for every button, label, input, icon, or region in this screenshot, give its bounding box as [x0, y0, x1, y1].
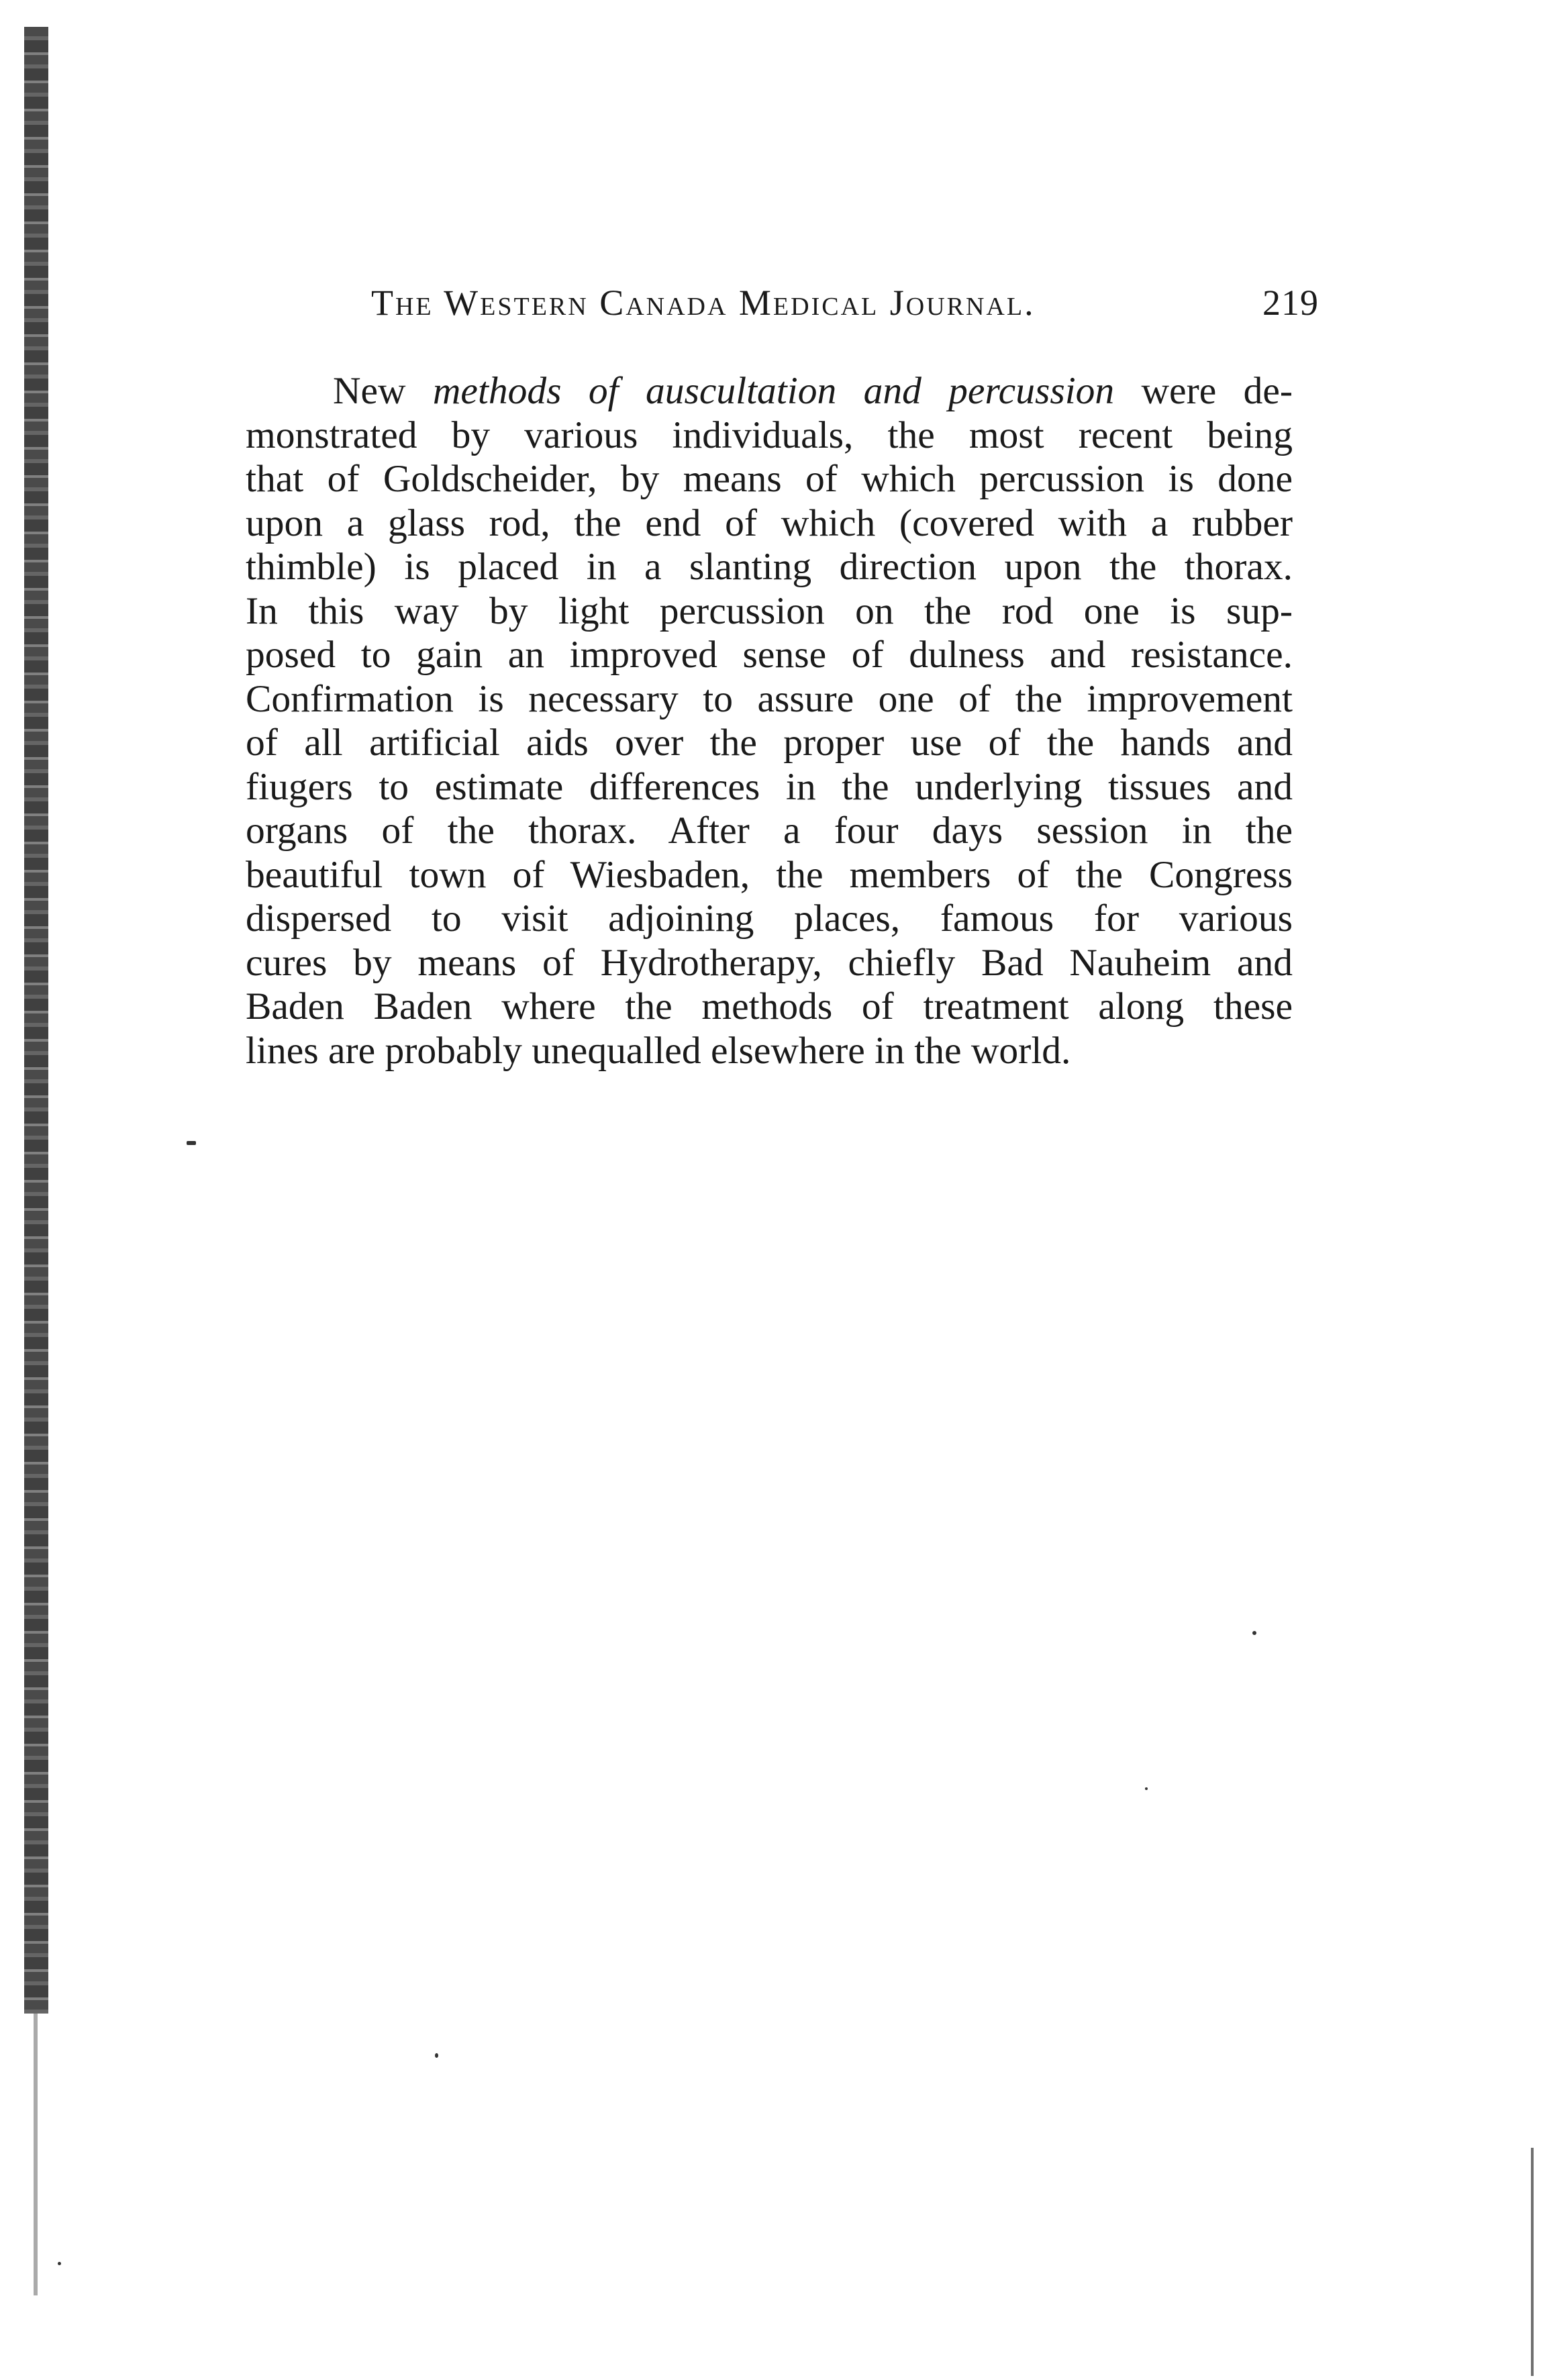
text-line: Confirmation is necessary to assure one of the improvement — [246, 677, 1293, 720]
text-line: cures by means of Hydrotherapy, chiefly Bad Nauheim and — [246, 941, 1293, 984]
text-line: that of Goldscheider, by means of which percussion is done — [246, 458, 1293, 500]
text-line: thimble) is placed in a slanting direction upon the thorax. — [246, 546, 1293, 588]
text-line: dispersed to visit adjoining places, famous for various — [246, 897, 1293, 940]
scan-speck — [1252, 1631, 1256, 1635]
text-line: beautiful town of Wiesbaden, the members of the Congress — [246, 853, 1293, 896]
text-line-start: New — [333, 370, 433, 412]
running-header — [371, 282, 1319, 342]
scan-speck — [187, 1141, 196, 1145]
scan-speck — [435, 2053, 438, 2058]
journal-title: The Western Canada Medical Journal. — [371, 283, 1036, 323]
page-edge-mark — [1531, 2148, 1534, 2376]
text-line — [246, 369, 1293, 413]
scan-speck — [58, 2262, 61, 2265]
italic-phrase: methods of auscultation and percussion — [432, 370, 1115, 412]
text-line: lines are probably unequalled elsewhere in the world. — [246, 1029, 1071, 1072]
text-line: posed to gain an improved sense of dulness and resistance. — [246, 634, 1293, 676]
binding-edge — [24, 27, 48, 2014]
text-line: monstrated by various individuals, the most recent being — [246, 413, 1293, 456]
body-paragraph — [246, 369, 1293, 1073]
text-line: fiugers to estimate differences in the underlying tissues and — [246, 765, 1293, 808]
binding-edge-fade — [34, 2014, 38, 2295]
text-line-end: were de- — [1114, 370, 1293, 412]
page-number: 219 — [1262, 283, 1319, 323]
text-line: Baden Baden where the methods of treatment along these — [246, 985, 1293, 1028]
scan-speck — [1145, 1787, 1148, 1790]
text-line: upon a glass rod, the end of which (covered with a rubber — [246, 501, 1293, 544]
text-line: of all artificial aids over the proper use of the hands and — [246, 722, 1293, 764]
text-line: organs of the thorax. After a four days session in the — [246, 809, 1293, 852]
text-line: In this way by light percussion on the rod one is sup- — [246, 589, 1293, 632]
